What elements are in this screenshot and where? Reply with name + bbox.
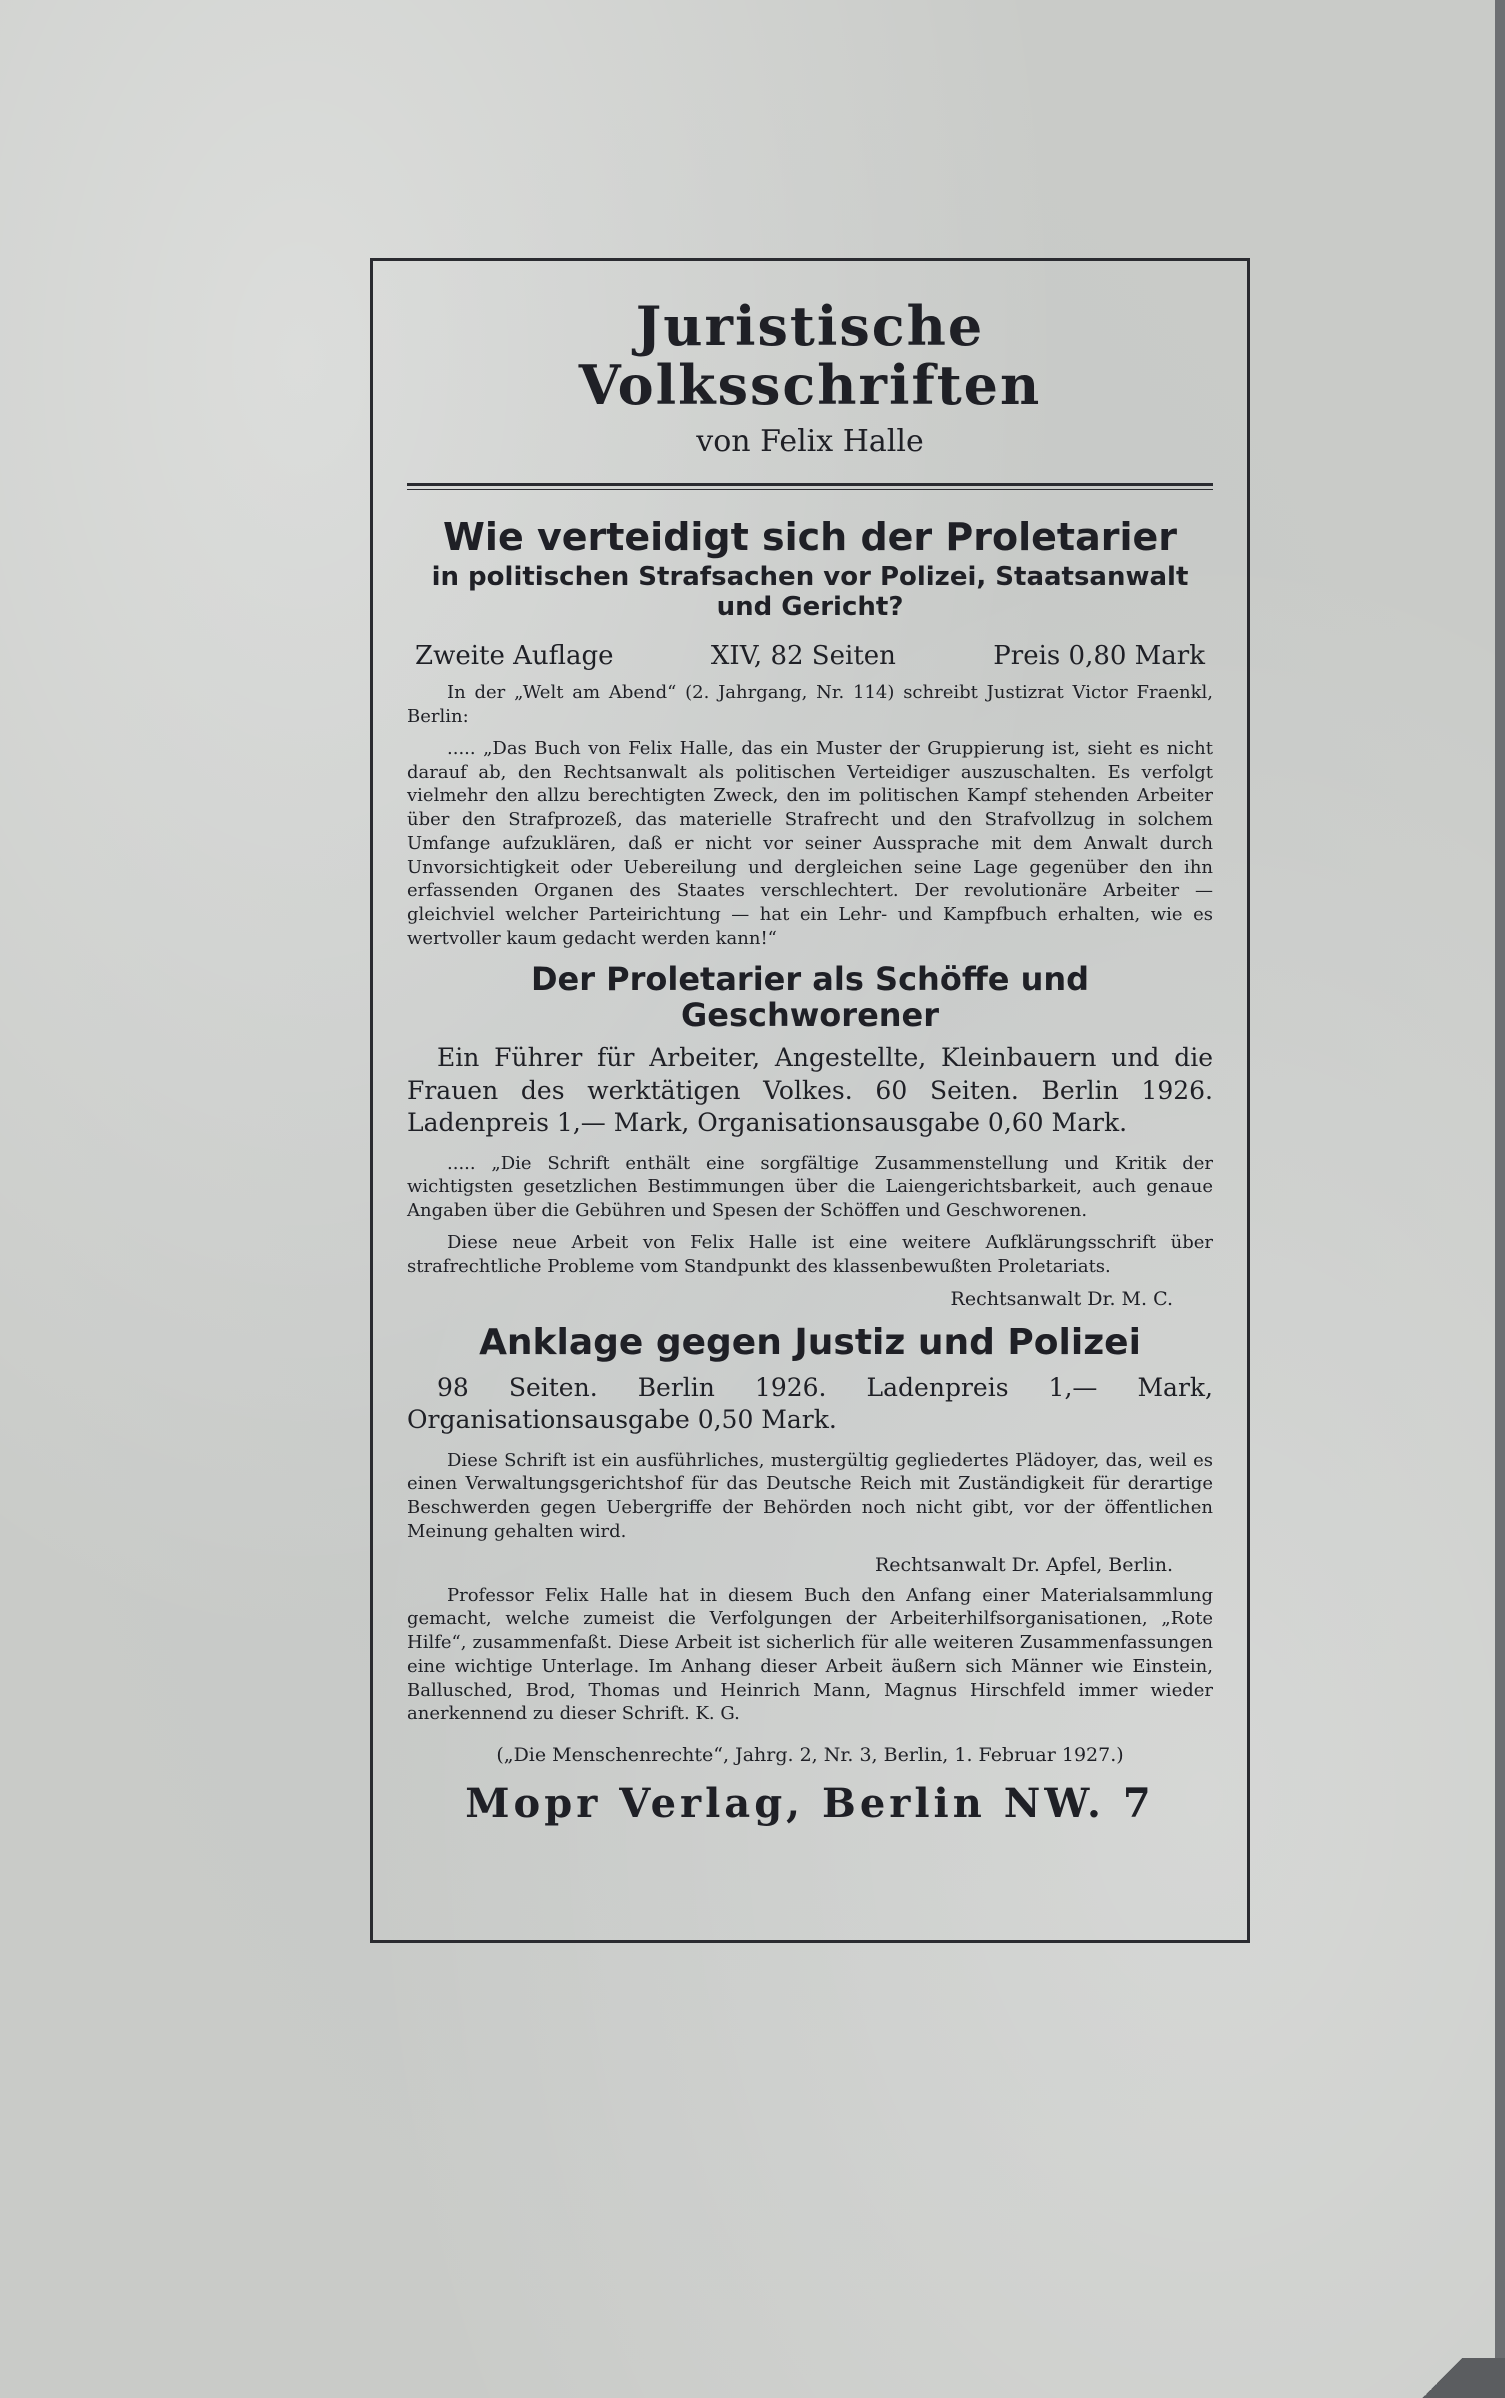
book-1-edition: Zweite Auflage bbox=[415, 641, 614, 672]
book-2-review-1: ..... „Die Schrift enthält eine sorgfältige Zusammenstellung und Kritik der wichtigsten gesetzlichen Bestimmungen über die Laiengerichtsbarkeit, auch genaue Angaben über die Gebühren und Spesen der Schöffen und Geschworenen. bbox=[407, 1152, 1213, 1222]
book-3-source: („Die Menschenrechte“, Jahrg. 2, Nr. 3, Berlin, 1. Februar 1927.) bbox=[496, 1744, 1124, 1767]
author-line: von Felix Halle bbox=[696, 423, 924, 459]
book-3-title: Anklage gegen Justiz und Polizei bbox=[479, 1322, 1141, 1364]
book-3-signature-1: Rechtsanwalt Dr. Apfel, Berlin. bbox=[874, 1553, 1173, 1576]
book-1-review: ..... „Das Buch von Felix Halle, das ein Muster der Gruppierung ist, sieht es nicht darauf ab, den Rechtsanwalt als politischen Verteidiger auszuschalten. Es verfolgt vielmehr den allzu berechtigten Zweck, den im politischen Kampf stehenden Arbeiter über den Strafprozeß, das materielle Strafrecht und den Strafvollzug in solchem Umfange aufzuklären, daß er nicht vor seiner Aussprache mit dem Anwalt durch Unvorsichtigkeit oder Uebereilung und dergleichen seine Lage gegenüber den ihn erfassenden Organen des Staates verschlechtert. Der revolutionäre Arbeiter — gleichviel welcher Parteirichtung — hat ein Lehr- und Kampfbuch erhalten, wie es wertvoller kaum gedacht werden kann!“ bbox=[407, 737, 1213, 949]
book-1-subtitle: in politischen Strafsachen vor Polizei, Staatsanwalt und Gericht? bbox=[431, 562, 1189, 623]
series-title: Juristische Volksschriften bbox=[578, 294, 1042, 418]
book-1-title: Wie verteidigt sich der Proletarier bbox=[443, 514, 1177, 559]
publisher-imprint: Mopr Verlag, Berlin NW. 7 bbox=[465, 1780, 1155, 1828]
book-3-review-2: Professor Felix Halle hat in diesem Buch den Anfang einer Materialsammlung gemacht, welche zumeist die Verfolgungen der Arbeiterhilfsorganisationen, „Rote Hilfe“, zusammenfaßt. Diese Arbeit ist sicherlich für alle weiteren Zusammenfassungen eine wichtige Unterlage. Im Anhang dieser Arbeit äußern sich Männer wie Einstein, Ballusched, Brod, Thomas und Heinrich Mann, Magnus Hirschfeld immer wieder anerkennend zu dieser Schrift. K. G. bbox=[407, 1584, 1213, 1725]
book-1-price: Preis 0,80 Mark bbox=[993, 641, 1205, 672]
book-2-review-2: Diese neue Arbeit von Felix Halle ist eine weitere Aufklärungsschrift über strafrechtliche Probleme vom Standpunkt des klassenbewußten Proletariats. bbox=[407, 1231, 1213, 1277]
book-3-review-1: Diese Schrift ist ein ausführliches, mustergültig gegliedertes Plädoyer, das, weil es einen Verwaltungsgerichtshof für das Deutsche Reich mit Zuständigkeit für derartige Beschwerden gegen Uebergriffe der Behörden noch nicht gibt, vor der öffentlichen Meinung gehalten wird. bbox=[407, 1449, 1213, 1542]
divider-rule bbox=[407, 483, 1213, 490]
book-2 bbox=[407, 961, 1213, 1311]
page-edge bbox=[1495, 0, 1505, 2398]
book-1-pages: XIV, 82 Seiten bbox=[710, 641, 896, 672]
book-2-signature: Rechtsanwalt Dr. M. C. bbox=[950, 1288, 1173, 1311]
book-2-title: Der Proletarier als Schöffe und Geschworener bbox=[530, 959, 1090, 1035]
book-2-description: Ein Führer für Arbeiter, Angestellte, Kleinbauern und die Frauen des werktätigen Volkes. 60 Seiten. Berlin 1926. Ladenpreis 1,— Mark, Organisationsausgabe 0,60 Mark. bbox=[407, 1043, 1213, 1138]
book-1 bbox=[407, 516, 1213, 951]
book-3 bbox=[407, 1322, 1213, 1766]
book-1-review-intro: In der „Welt am Abend“ (2. Jahrgang, Nr. 114) schreibt Justizrat Victor Fraenkl, Berlin: bbox=[407, 682, 1213, 727]
torn-corner bbox=[1380, 2358, 1505, 2398]
book-3-description: 98 Seiten. Berlin 1926. Ladenpreis 1,— Mark, Organisationsausgabe 0,50 Mark. bbox=[407, 1372, 1213, 1435]
book-1-edition-line bbox=[415, 641, 1205, 671]
advertisement-box bbox=[370, 258, 1250, 1943]
